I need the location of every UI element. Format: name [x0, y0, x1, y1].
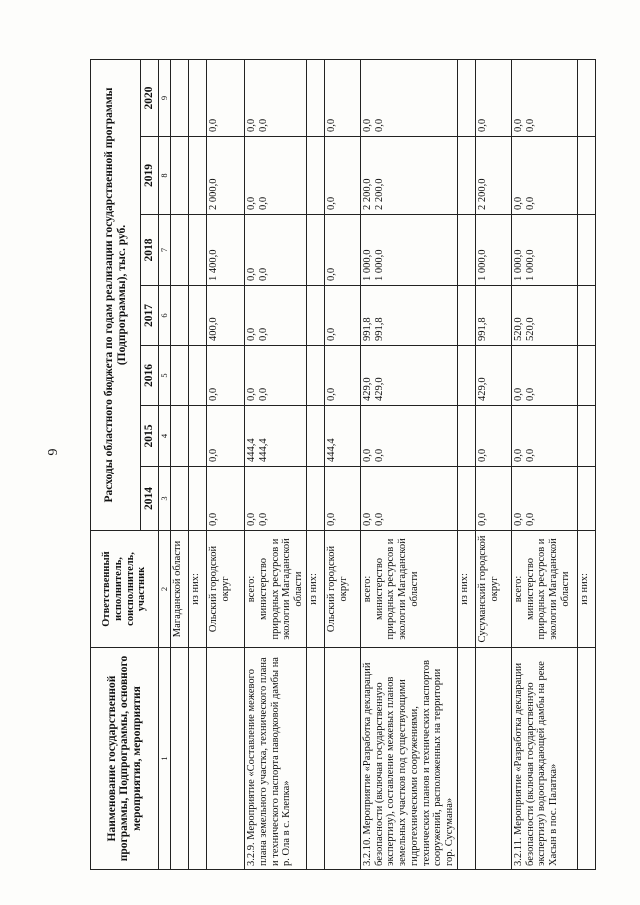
- value-cell: [511, 215, 577, 286]
- value-total: 0,0: [512, 118, 524, 132]
- row-responsible: Ольский городской округ: [324, 531, 360, 648]
- value-detail: 2 200,0: [373, 178, 385, 210]
- value-cell: [457, 137, 475, 215]
- value-cell: 1 000,0: [475, 215, 511, 286]
- value-cell: [577, 286, 595, 346]
- row-responsible: [245, 531, 307, 648]
- value-cell: 0,0: [324, 346, 360, 406]
- row-name: [577, 648, 595, 870]
- value-detail: 0,0: [257, 196, 269, 210]
- value-cell: [577, 406, 595, 467]
- value-cell: [306, 59, 324, 136]
- value-cell: 2 000,0: [207, 137, 245, 215]
- value-cell: [189, 467, 207, 531]
- row-name: 3.2.11. Мероприятие «Разработка декларации безопасности (включая государственную экспертизу) водоограждающей дамбы на реке Хасын в пос. Палатка»: [511, 648, 577, 870]
- value-total: 520,0: [512, 317, 524, 341]
- value-cell: 0,0: [324, 286, 360, 346]
- value-cell: [306, 215, 324, 286]
- header-expenses: Расходы областного бюджета по годам реализации государственной программы (Подпрограммы), тыс. руб.: [91, 59, 141, 530]
- value-cell: [189, 406, 207, 467]
- value-cell: [360, 137, 457, 215]
- value-cell: [577, 215, 595, 286]
- value-total: 0,0: [361, 448, 373, 462]
- value-cell: [245, 467, 307, 531]
- value-cell: [457, 467, 475, 531]
- value-cell: [189, 137, 207, 215]
- value-cell: [511, 137, 577, 215]
- responsible-total: всего:: [246, 575, 257, 603]
- value-cell: [360, 59, 457, 136]
- value-cell: [360, 467, 457, 531]
- column-number: 3: [159, 467, 171, 531]
- column-number: 9: [159, 59, 171, 136]
- value-cell: [171, 346, 189, 406]
- value-cell: [457, 286, 475, 346]
- column-number: 1: [159, 648, 171, 870]
- value-cell: [511, 467, 577, 531]
- value-detail: 429,0: [373, 377, 385, 401]
- value-cell: [577, 137, 595, 215]
- value-detail: 0,0: [524, 196, 536, 210]
- header-year: 2019: [141, 137, 159, 215]
- value-total: 0,0: [246, 512, 257, 526]
- column-number: 5: [159, 346, 171, 406]
- value-detail: 0,0: [257, 118, 269, 132]
- table-row: [475, 59, 511, 869]
- value-cell: [171, 215, 189, 286]
- value-cell: [457, 346, 475, 406]
- value-cell: 0,0: [475, 467, 511, 531]
- value-cell: [245, 137, 307, 215]
- value-detail: 991,8: [373, 317, 385, 341]
- value-detail: 0,0: [524, 448, 536, 462]
- value-cell: [171, 286, 189, 346]
- value-cell: [577, 59, 595, 136]
- value-cell: 444,4: [324, 406, 360, 467]
- value-total: 0,0: [246, 118, 257, 132]
- value-total: 0,0: [512, 512, 524, 526]
- value-cell: [306, 346, 324, 406]
- responsible-total: всего:: [512, 575, 524, 603]
- header-year: 2018: [141, 215, 159, 286]
- row-responsible: из них:: [577, 531, 595, 648]
- value-cell: 991,8: [475, 286, 511, 346]
- value-cell: [189, 346, 207, 406]
- responsible-detail: министерство природных ресурсов и экологии Магаданской области: [257, 538, 304, 640]
- value-cell: 0,0: [207, 59, 245, 136]
- value-cell: [189, 59, 207, 136]
- value-cell: 0,0: [324, 215, 360, 286]
- value-cell: [245, 346, 307, 406]
- value-detail: 0,0: [257, 387, 269, 401]
- table-row: [245, 59, 307, 869]
- value-cell: [171, 467, 189, 531]
- row-responsible: Магаданской области: [171, 531, 189, 648]
- value-detail: 0,0: [257, 512, 269, 526]
- table-row: [306, 59, 324, 869]
- column-number: 4: [159, 406, 171, 467]
- responsible-total: всего:: [361, 575, 373, 603]
- value-detail: 0,0: [373, 118, 385, 132]
- row-responsible: из них:: [189, 531, 207, 648]
- row-name: [324, 648, 360, 870]
- value-cell: [306, 286, 324, 346]
- row-responsible: Сусуманский городской округ: [475, 531, 511, 648]
- value-cell: 0,0: [207, 467, 245, 531]
- value-total: 0,0: [512, 196, 524, 210]
- value-detail: 0,0: [373, 448, 385, 462]
- value-detail: 0,0: [257, 267, 269, 281]
- table-row: [577, 59, 595, 869]
- header-year: 2016: [141, 346, 159, 406]
- table-row: [511, 59, 577, 869]
- rotated-table-wrapper: [90, 60, 590, 870]
- value-total: 0,0: [246, 267, 257, 281]
- table-row: [171, 59, 189, 869]
- value-cell: [189, 215, 207, 286]
- value-cell: [457, 215, 475, 286]
- value-cell: 400,0: [207, 286, 245, 346]
- value-cell: [457, 406, 475, 467]
- row-responsible: [511, 531, 577, 648]
- value-cell: [360, 215, 457, 286]
- row-responsible: Ольский городской округ: [207, 531, 245, 648]
- value-cell: [511, 406, 577, 467]
- responsible-detail: министерство природных ресурсов и экологии Магаданской области: [373, 538, 420, 640]
- value-detail: 1 000,0: [373, 249, 385, 281]
- table-row: [360, 59, 457, 869]
- page-number: 6: [44, 448, 59, 456]
- table-row: [207, 59, 245, 869]
- value-cell: [360, 346, 457, 406]
- value-cell: 0,0: [475, 406, 511, 467]
- row-responsible: [360, 531, 457, 648]
- column-number: 8: [159, 137, 171, 215]
- value-detail: 1 000,0: [524, 249, 536, 281]
- header-year: 2014: [141, 467, 159, 531]
- row-name: [306, 648, 324, 870]
- value-detail: 0,0: [524, 512, 536, 526]
- value-cell: [577, 346, 595, 406]
- row-responsible: из них:: [306, 531, 324, 648]
- value-cell: 0,0: [324, 467, 360, 531]
- value-total: 1 000,0: [361, 249, 373, 281]
- row-name: [457, 648, 475, 870]
- value-cell: [306, 406, 324, 467]
- value-cell: [360, 286, 457, 346]
- value-total: 991,8: [361, 317, 373, 341]
- value-total: 0,0: [512, 387, 524, 401]
- row-name: [207, 648, 245, 870]
- value-cell: 0,0: [207, 406, 245, 467]
- value-total: 444,4: [246, 438, 257, 462]
- column-number: 2: [159, 531, 171, 648]
- value-cell: 1 400,0: [207, 215, 245, 286]
- value-total: 429,0: [361, 377, 373, 401]
- value-cell: [511, 59, 577, 136]
- value-cell: 2 200,0: [475, 137, 511, 215]
- value-cell: 429,0: [475, 346, 511, 406]
- row-name: 3.2.9. Мероприятие «Составление межевого плана земельного участка, технического плана и технического паспорта паводковой дамбы на р. Ола в с. Клепка»: [245, 648, 307, 870]
- column-number: 6: [159, 286, 171, 346]
- value-cell: [245, 215, 307, 286]
- column-number: 7: [159, 215, 171, 286]
- value-cell: [511, 346, 577, 406]
- value-cell: [245, 406, 307, 467]
- value-cell: [306, 137, 324, 215]
- value-cell: [171, 137, 189, 215]
- value-detail: 520,0: [524, 317, 536, 341]
- value-total: 0,0: [246, 387, 257, 401]
- header-responsible: Ответственный исполнитель, соисполнитель, участник: [91, 531, 159, 648]
- header-year: 2020: [141, 59, 159, 136]
- value-total: 0,0: [361, 118, 373, 132]
- value-total: 2 200,0: [361, 178, 373, 210]
- value-cell: [171, 59, 189, 136]
- value-detail: 0,0: [524, 118, 536, 132]
- value-total: 0,0: [246, 327, 257, 341]
- value-cell: [245, 286, 307, 346]
- value-total: 1 000,0: [512, 249, 524, 281]
- table-row: [457, 59, 475, 869]
- value-detail: 444,4: [257, 438, 269, 462]
- row-name: [189, 648, 207, 870]
- row-responsible: из них:: [457, 531, 475, 648]
- value-cell: [457, 59, 475, 136]
- budget-table: [90, 59, 596, 870]
- value-cell: [511, 286, 577, 346]
- value-detail: 0,0: [257, 327, 269, 341]
- value-detail: 0,0: [373, 512, 385, 526]
- row-name: [171, 648, 189, 870]
- value-cell: [360, 406, 457, 467]
- value-cell: 0,0: [207, 346, 245, 406]
- row-name: [475, 648, 511, 870]
- value-total: 0,0: [512, 448, 524, 462]
- value-cell: [189, 286, 207, 346]
- value-cell: 0,0: [324, 137, 360, 215]
- value-cell: [245, 59, 307, 136]
- value-cell: 0,0: [475, 59, 511, 136]
- value-cell: 0,0: [324, 59, 360, 136]
- row-name: 3.2.10. Мероприятие «Разработка деклараций безопасности (включая государственную экспертизу), составление межевых планов земельных участков под существующими гидротехническими сооружениями, технических планов и технических паспортов сооружений, расположенных на территории гор. Сусумана»: [360, 648, 457, 870]
- header-year: 2015: [141, 406, 159, 467]
- header-year: 2017: [141, 286, 159, 346]
- header-name: Наименование государственной программы, Подпрограммы, основного мероприятия, мероприятия: [91, 648, 159, 870]
- value-total: 0,0: [361, 512, 373, 526]
- responsible-detail: министерство природных ресурсов и экологии Магаданской области: [524, 538, 571, 640]
- value-cell: [577, 467, 595, 531]
- table-row: [189, 59, 207, 869]
- value-cell: [171, 406, 189, 467]
- value-cell: [306, 467, 324, 531]
- table-row: [324, 59, 360, 869]
- value-detail: 0,0: [524, 387, 536, 401]
- value-total: 0,0: [246, 196, 257, 210]
